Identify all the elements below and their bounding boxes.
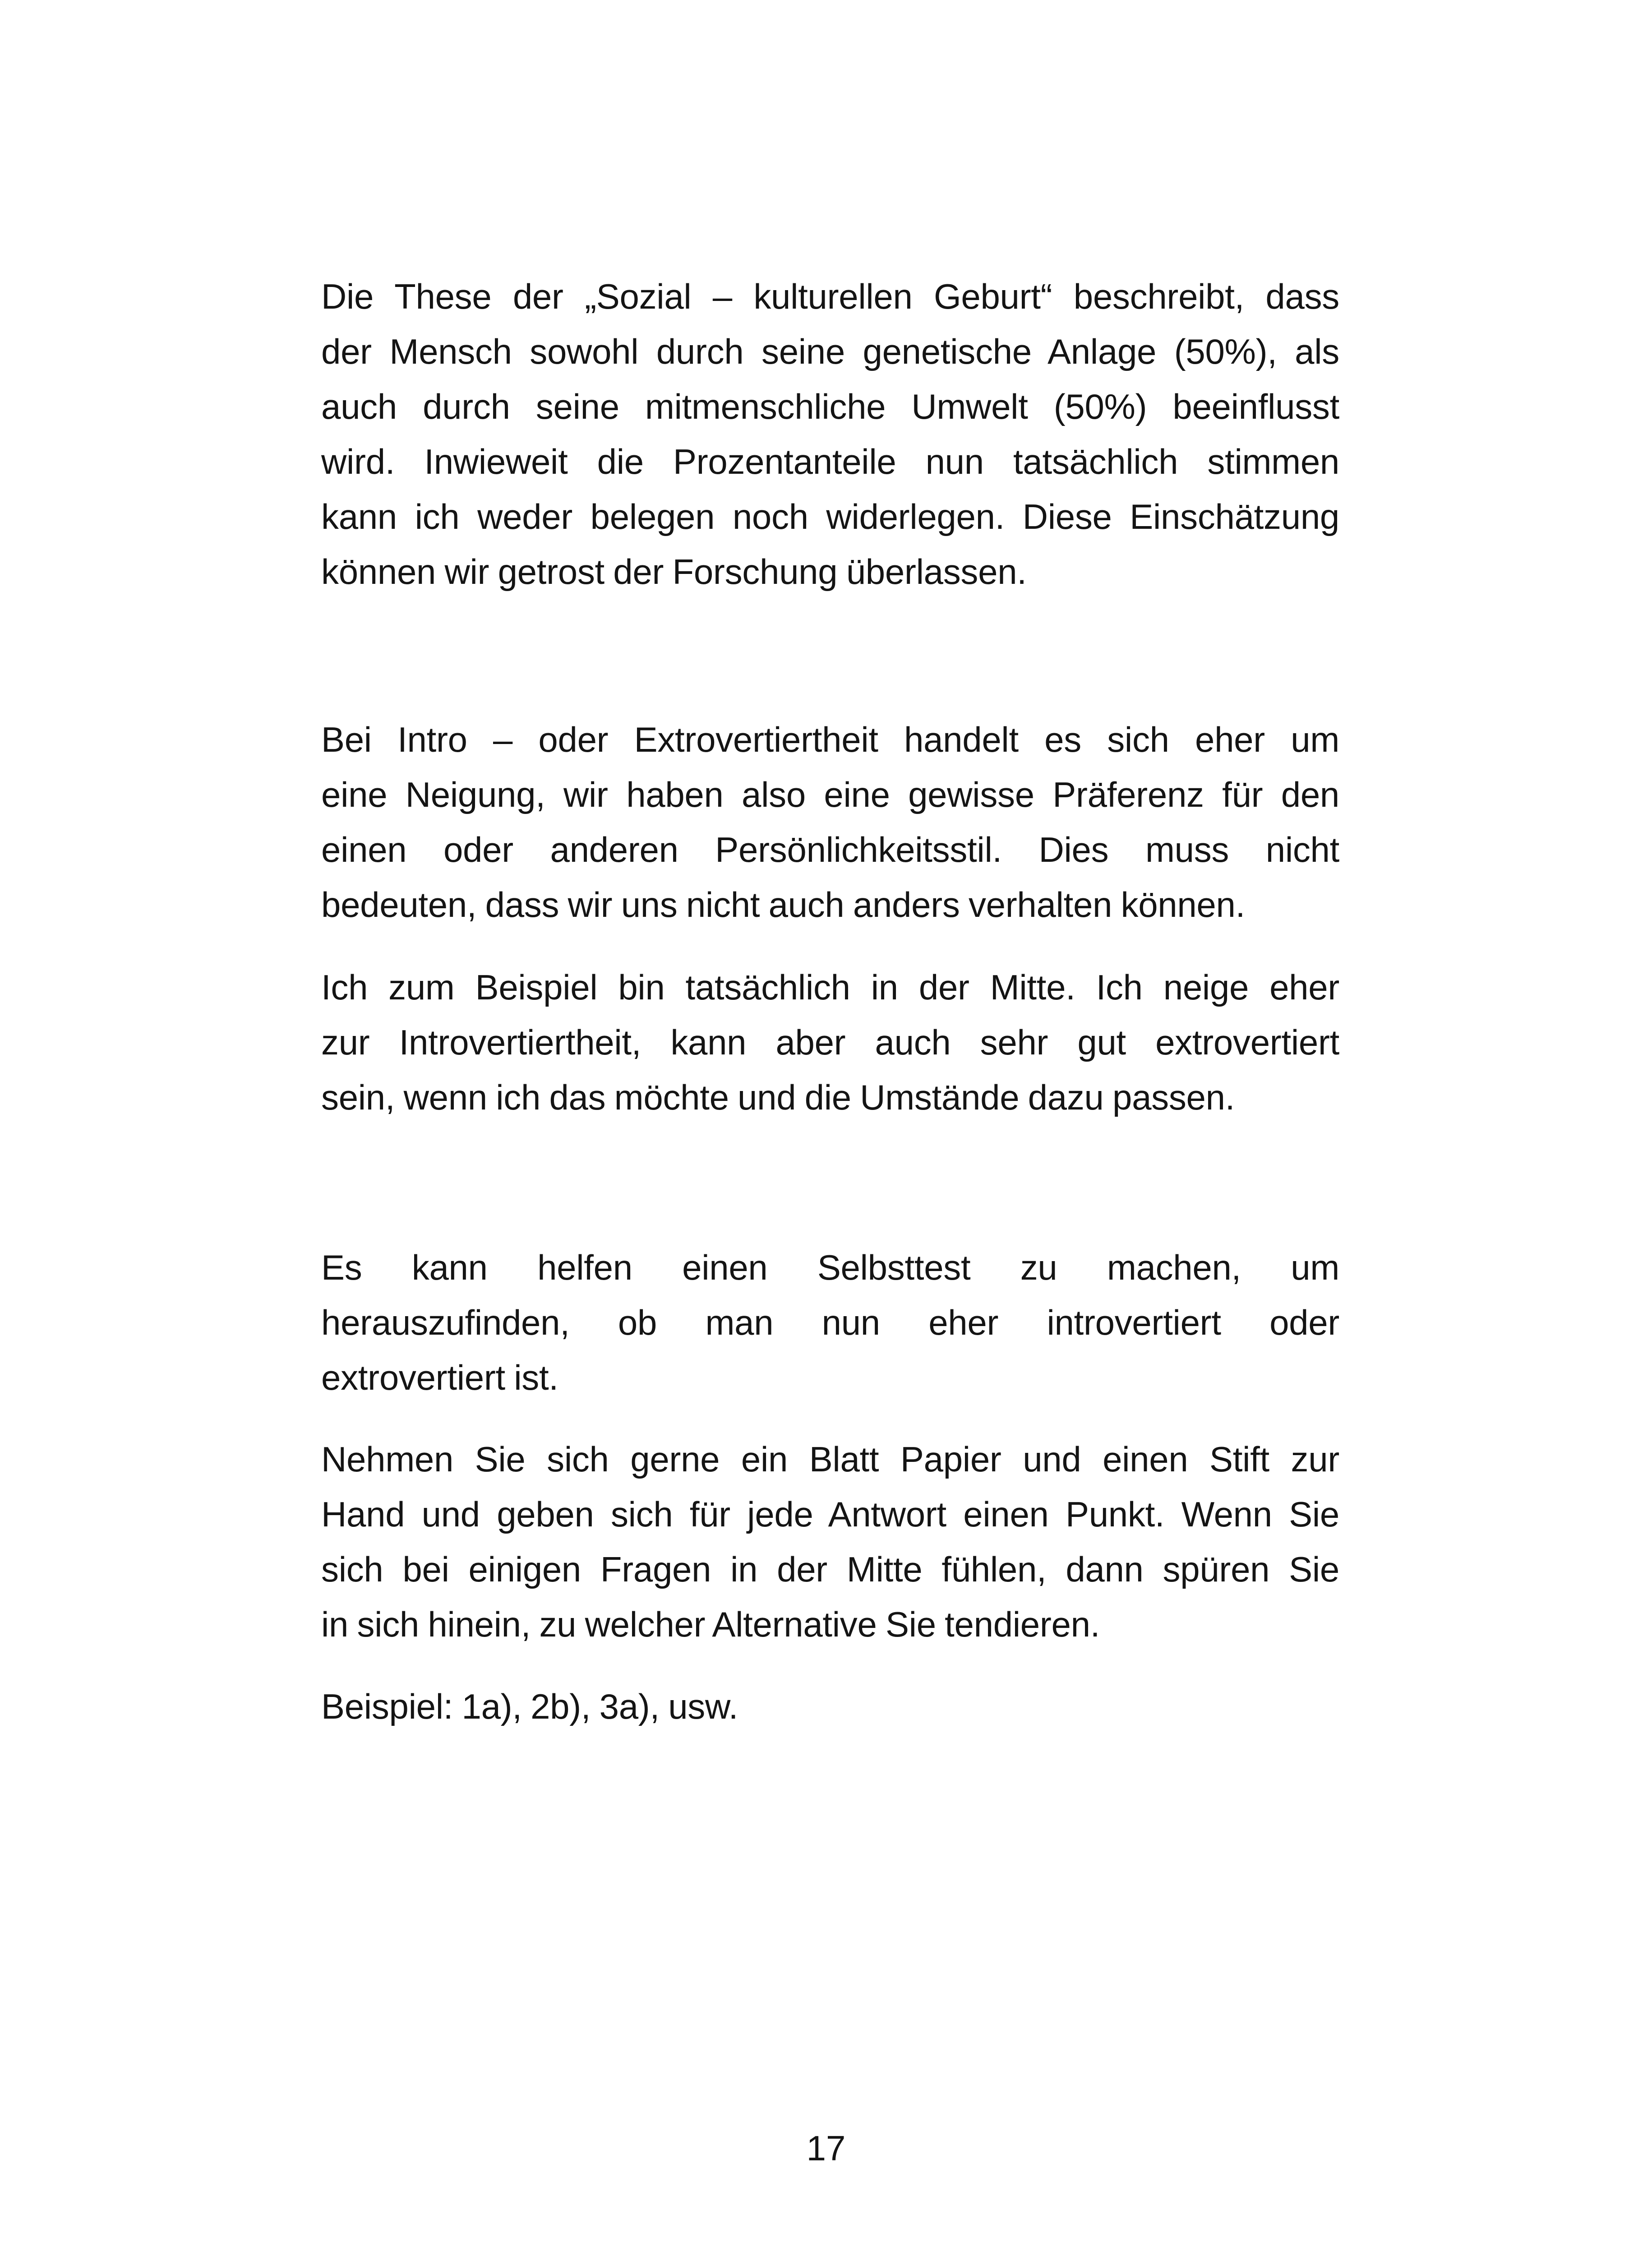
paragraph-sozial-kulturelle-geburt [321,269,1339,599]
text-line: kann ich weder belegen noch widerlegen. Diese Einschätzung [321,497,1339,536]
text-line: einen oder anderen Persönlichkeitsstil. Dies muss nicht [321,830,1339,869]
text-line: Es kann helfen einen Selbsttest zu machen, um [321,1248,1339,1287]
paragraph-mitte [321,960,1339,1125]
text-line: sich bei einigen Fragen in der Mitte fühlen, dann spüren Sie [321,1549,1339,1589]
text-line: zur Introvertiertheit, kann aber auch sehr gut extrovertiert [321,1022,1339,1062]
paragraph-selbsttest [321,1240,1339,1405]
paragraph-anleitung [321,1432,1339,1652]
text-line: können wir getrost der Forschung überlassen. [321,552,1027,592]
text-line: Beispiel: 1a), 2b), 3a), usw. [321,1687,738,1726]
text-line: Bei Intro – oder Extrovertiertheit handelt es sich eher um [321,720,1339,759]
text-line: extrovertiert ist. [321,1358,558,1397]
text-line: eine Neigung, wir haben also eine gewisse Präferenz für den [321,775,1339,814]
text-line: wird. Inwieweit die Prozentanteile nun tatsächlich stimmen [321,442,1339,481]
text-line: Hand und geben sich für jede Antwort einen Punkt. Wenn Sie [321,1494,1339,1534]
paragraph-intro-extrovertiertheit [321,712,1339,932]
text-line: bedeuten, dass wir uns nicht auch anders verhalten können. [321,885,1245,925]
text-line: Nehmen Sie sich gerne ein Blatt Papier und einen Stift zur [321,1439,1339,1479]
text-line: sein, wenn ich das möchte und die Umstände dazu passen. [321,1077,1235,1117]
text-line: Ich zum Beispiel bin tatsächlich in der Mitte. Ich neige eher [321,967,1339,1007]
text-line: Die These der „Sozial – kulturellen Geburt“ beschreibt, dass [321,277,1339,316]
text-line: auch durch seine mitmenschliche Umwelt (50%) beeinflusst [321,387,1339,426]
text-line: der Mensch sowohl durch seine genetische Anlage (50%), als [321,332,1339,371]
page-number: 17 [806,2128,846,2168]
text-line: herauszufinden, ob man nun eher introvertiert oder [321,1303,1339,1342]
text-line: in sich hinein, zu welcher Alternative Sie tendieren. [321,1604,1100,1644]
paragraph-beispiel [321,1679,1339,1734]
